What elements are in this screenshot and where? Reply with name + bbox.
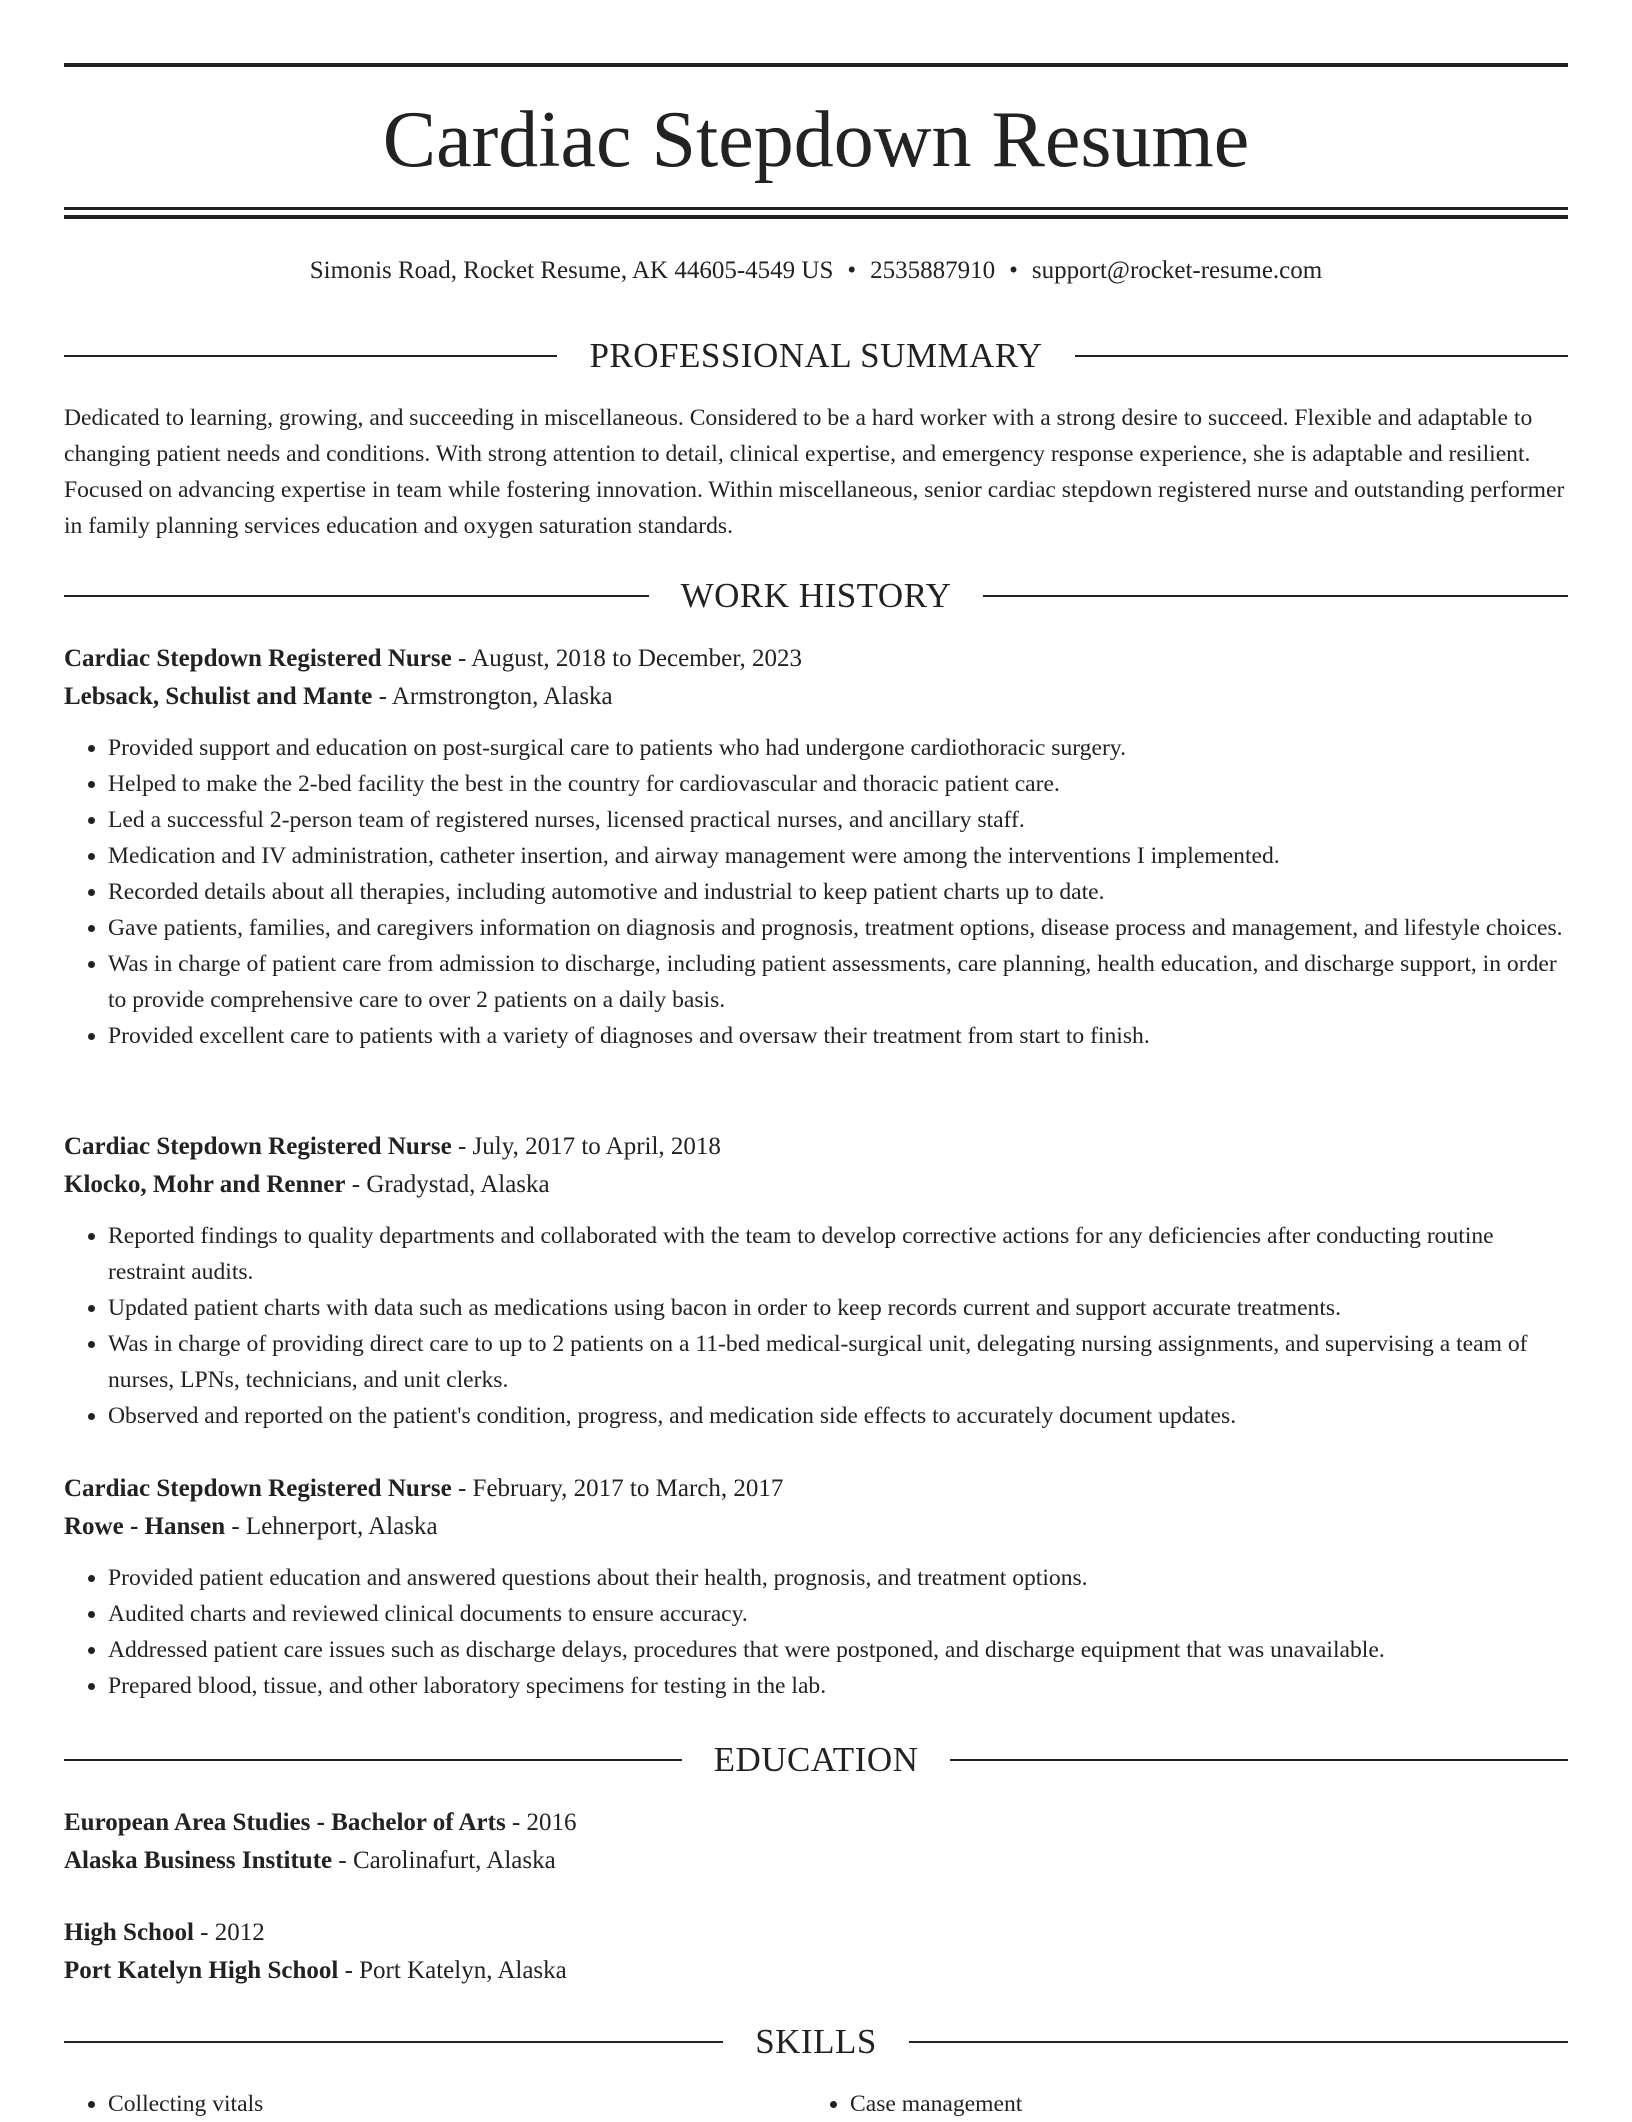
job-bullet: • Gave patients, families, and caregivers information on diagnosis and prognosis, treatment options, disease process and management, and lifestyle choices. (108, 910, 1568, 946)
section-heading-skills (64, 2022, 1568, 2062)
job-location: - Lehnerport, Alaska (225, 1513, 438, 1540)
job-dates: - August, 2018 to December, 2023 (451, 645, 803, 672)
job-title-line (64, 1128, 1568, 1166)
section-title: SKILLS (755, 2022, 877, 2061)
section-title: EDUCATION (713, 1740, 919, 1779)
job-bullet: • Addressed patient care issues such as discharge delays, procedures that were postponed, and discharge equipment that was unavailable. (108, 1632, 1568, 1668)
heading-rule-left (64, 595, 649, 597)
skill-item: • Case management (850, 2086, 1548, 2122)
skills-columns (64, 2086, 1568, 2122)
education-degree-line (64, 1914, 1568, 1952)
job-dates: - February, 2017 to March, 2017 (451, 1475, 784, 1502)
header-double-rule (64, 207, 1568, 219)
resume-title: Cardiac Stepdown Resume (382, 96, 1250, 184)
job-bullet: • Was in charge of patient care from admission to discharge, including patient assessments, care planning, health education, and discharge support, in order to provide comprehensive care to over 2 patients on a daily basis. (108, 946, 1568, 1018)
education-degree: High School (64, 1919, 194, 1946)
heading-rule-left (64, 2041, 723, 2043)
job-employer-line (64, 678, 1568, 716)
header-top-rule (64, 63, 1568, 67)
heading-rule-right (950, 1759, 1568, 1761)
job-location: - Armstrongton, Alaska (372, 683, 613, 710)
contact-address: Simonis Road, Rocket Resume, AK 44605-4549 US (309, 257, 834, 284)
education-school: Port Katelyn High School (64, 1957, 339, 1984)
section-heading-education (64, 1740, 1568, 1780)
education-school: Alaska Business Institute (64, 1847, 333, 1874)
job-bullet: • Prepared blood, tissue, and other laboratory specimens for testing in the lab. (108, 1668, 1568, 1704)
job-bullet: • Audited charts and reviewed clinical documents to ensure accuracy. (108, 1596, 1568, 1632)
education-year: - 2016 (505, 1809, 577, 1836)
job-bullet: • Led a successful 2-person team of registered nurses, licensed practical nurses, and ancillary staff. (108, 802, 1568, 838)
job-bullet: • Provided patient education and answered questions about their health, prognosis, and treatment options. (108, 1560, 1568, 1596)
summary-paragraph: Dedicated to learning, growing, and succeeding in miscellaneous. Considered to be a hard worker with a strong desire to succeed. Flexible and adaptable to changing patient needs and conditions. With strong attention to detail, clinical expertise, and emergency response experience, she is adaptable and resilient. Focused on advancing expertise in team while fostering innovation. Within miscellaneous, senior cardiac stepdown registered nurse and outstanding performer in family planning services education and oxygen saturation standards. (64, 405, 1565, 539)
education-entry (64, 1804, 1568, 1880)
job-employer: Lebsack, Schulist and Mante (64, 683, 373, 710)
skills-list-left (64, 2086, 806, 2122)
job-bullet: • Observed and reported on the patient's condition, progress, and medication side effects to accurately document updates. (108, 1398, 1568, 1434)
contact-line (64, 254, 1568, 288)
job-entry (64, 1128, 1568, 1434)
heading-rule-left (64, 355, 557, 357)
job-dates: - July, 2017 to April, 2018 (451, 1133, 721, 1160)
section-heading-work (64, 576, 1568, 616)
job-employer-line (64, 1166, 1568, 1204)
job-bullet: • Provided support and education on post-surgical care to patients who had undergone cardiothoracic surgery. (108, 730, 1568, 766)
contact-email: support@rocket-resume.com (1031, 257, 1323, 284)
skills-list-right (806, 2086, 1548, 2122)
education-location: - Port Katelyn, Alaska (338, 1957, 567, 1984)
section-heading-summary (64, 336, 1568, 376)
job-bullet: • Updated patient charts with data such as medications using bacon in order to keep records current and support accurate treatments. (108, 1290, 1568, 1326)
contact-phone: 2535887910 (870, 257, 996, 284)
section-title: WORK HISTORY (680, 576, 952, 615)
job-title-line (64, 1470, 1568, 1508)
job-bullets (64, 1218, 1568, 1434)
education-entry (64, 1914, 1568, 1990)
job-title: Cardiac Stepdown Registered Nurse (64, 1133, 452, 1160)
job-location: - Gradystad, Alaska (345, 1171, 550, 1198)
education-degree-line (64, 1804, 1568, 1842)
job-bullet: • Medication and IV administration, catheter insertion, and airway management were among the interventions I implemented. (108, 838, 1568, 874)
education-school-line (64, 1952, 1568, 1990)
contact-separator: • (1009, 257, 1018, 284)
job-entry (64, 640, 1568, 1054)
skill-item: • Collecting vitals (108, 2086, 806, 2122)
education-year: - 2012 (193, 1919, 265, 1946)
job-bullet: • Reported findings to quality departments and collaborated with the team to develop corrective actions for any deficiencies after conducting routine restraint audits. (108, 1218, 1568, 1290)
contact-separator: • (847, 257, 857, 284)
heading-rule-right (909, 2041, 1568, 2043)
section-title: PROFESSIONAL SUMMARY (589, 336, 1043, 375)
heading-rule-right (1075, 355, 1568, 357)
job-bullet: • Helped to make the 2-bed facility the best in the country for cardiovascular and thoracic patient care. (108, 766, 1568, 802)
heading-rule-left (64, 1759, 682, 1761)
education-school-line (64, 1842, 1568, 1880)
job-bullets (64, 1560, 1568, 1704)
job-employer: Rowe - Hansen (64, 1513, 226, 1540)
job-employer: Klocko, Mohr and Renner (64, 1171, 346, 1198)
job-employer-line (64, 1508, 1568, 1546)
job-title-line (64, 640, 1568, 678)
job-title: Cardiac Stepdown Registered Nurse (64, 645, 452, 672)
job-bullet: • Was in charge of providing direct care to up to 2 patients on a 11-bed medical-surgical unit, delegating nursing assignments, and supervising a team of nurses, LPNs, technicians, and unit clerks. (108, 1326, 1568, 1398)
job-title: Cardiac Stepdown Registered Nurse (64, 1475, 452, 1502)
job-bullet: • Recorded details about all therapies, including automotive and industrial to keep patient charts up to date. (108, 874, 1568, 910)
education-degree: European Area Studies - Bachelor of Arts (64, 1809, 506, 1836)
education-location: - Carolinafurt, Alaska (332, 1847, 556, 1874)
job-entry (64, 1470, 1568, 1704)
heading-rule-right (983, 595, 1568, 597)
job-bullets (64, 730, 1568, 1054)
job-bullet: • Provided excellent care to patients with a variety of diagnoses and oversaw their treatment from start to finish. (108, 1018, 1568, 1054)
